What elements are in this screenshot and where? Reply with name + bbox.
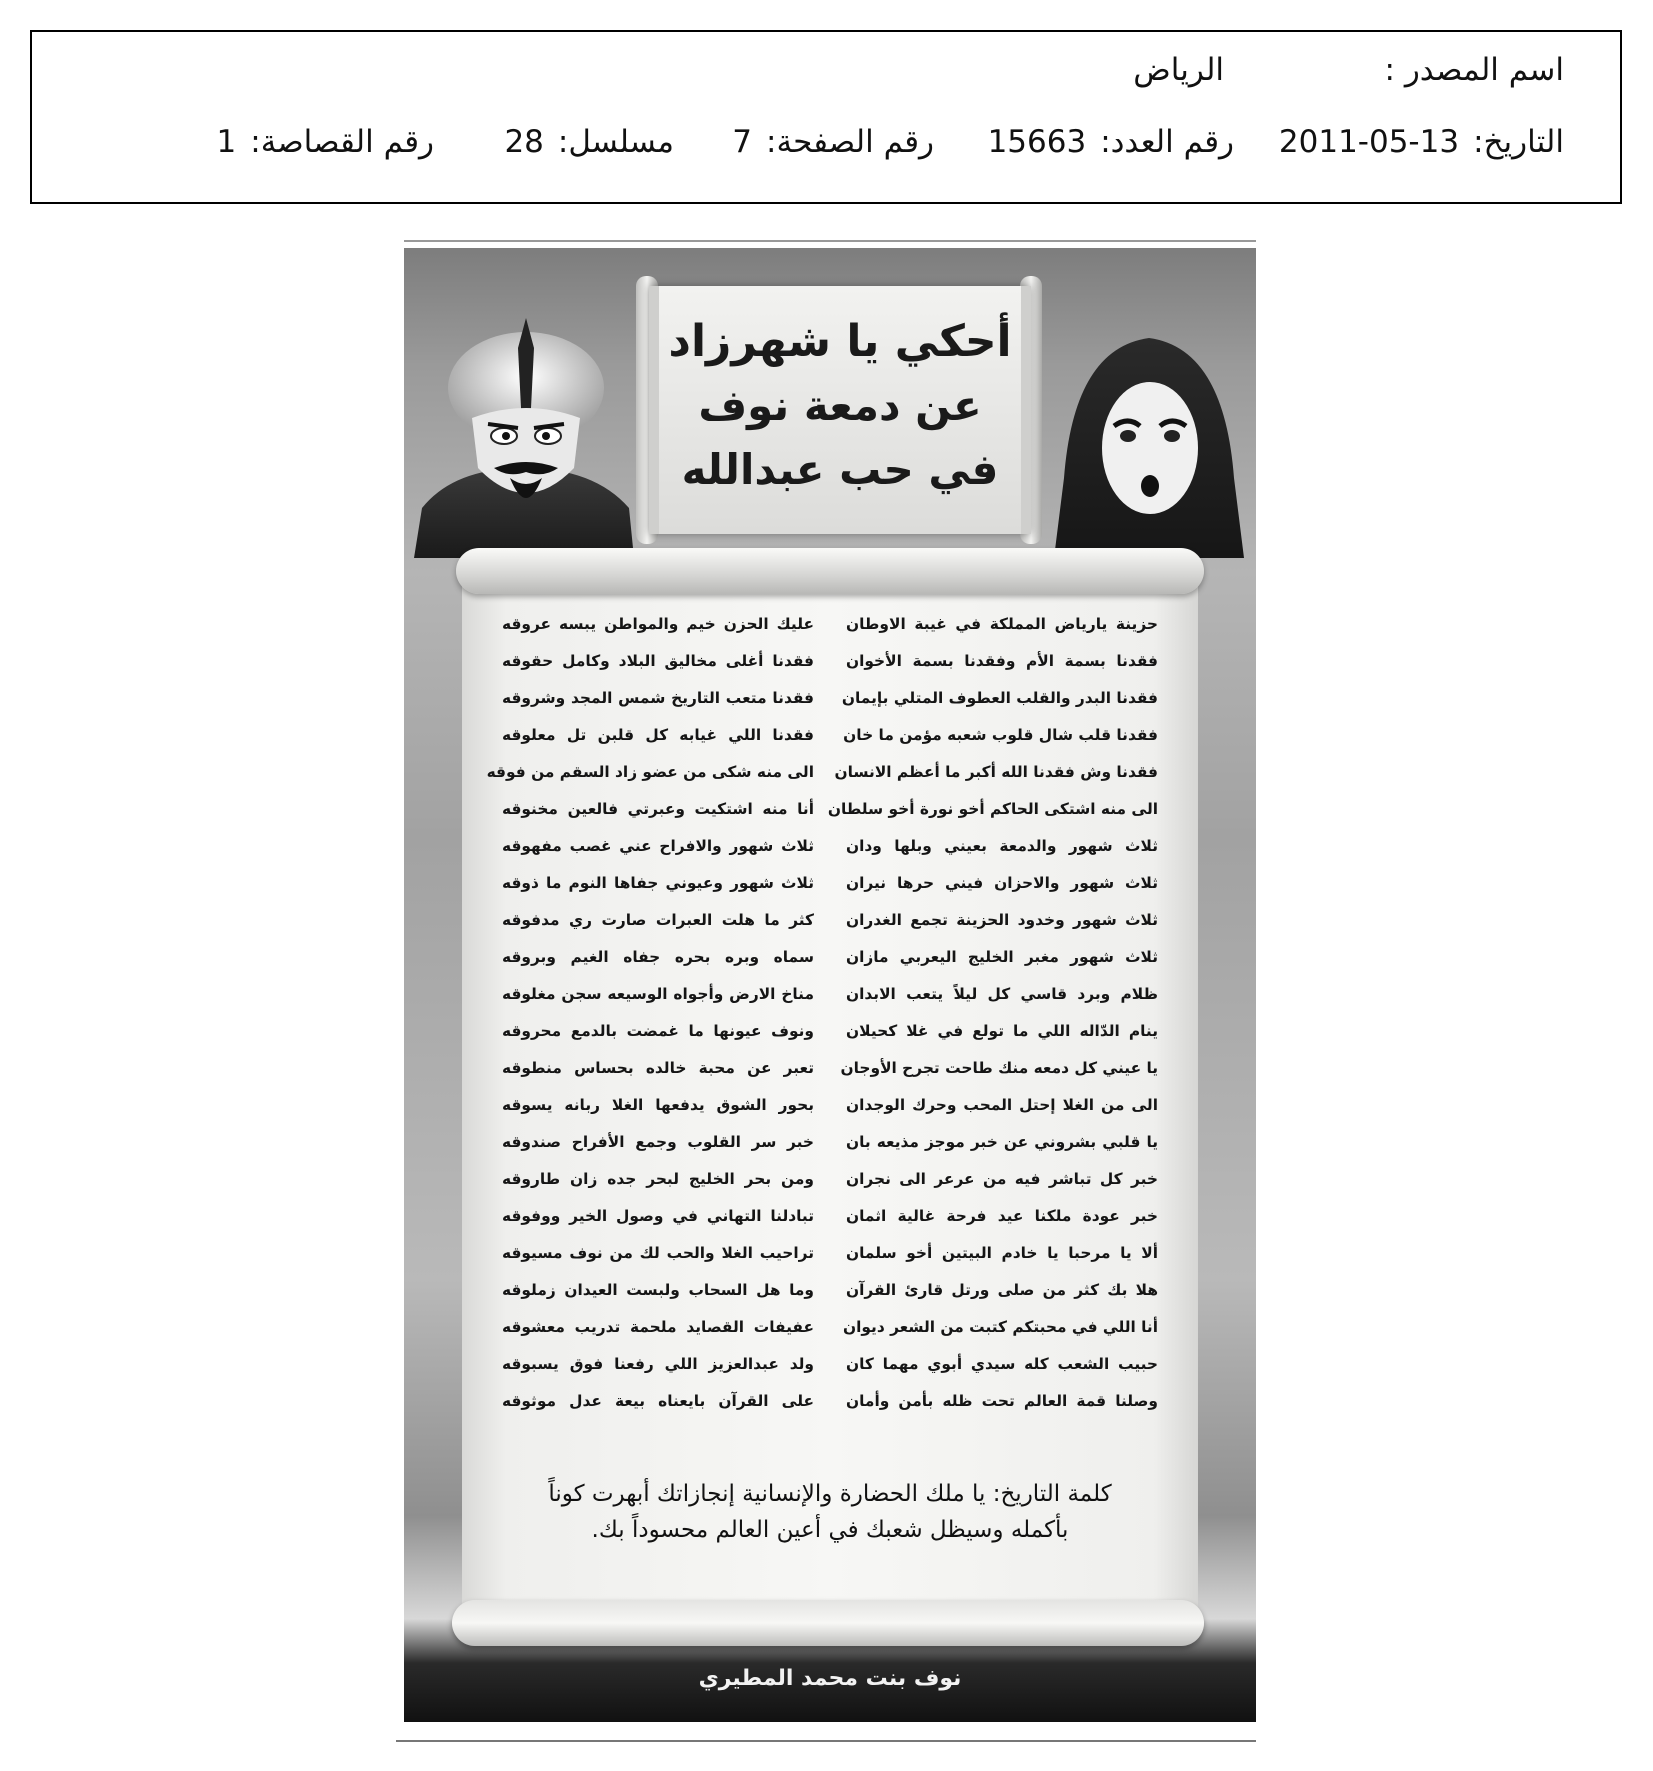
- issue-value: 15663: [987, 124, 1087, 160]
- poem-verse: ثلاث شهور والدمعة بعيني وبلها ودان: [846, 837, 1158, 855]
- date-label: التاريخ:: [1473, 124, 1564, 160]
- poem-verse: عفيفات القصايد ملحمة تدريب معشوقه: [502, 1318, 814, 1336]
- clipping-bottom-rule: [396, 1740, 1256, 1742]
- poem-verse: ثلاث شهور والافراح عني غصب مفهوقه: [502, 837, 814, 855]
- poem-verse: الى منه اشتكى الحاكم أخو نورة أخو سلطان: [827, 800, 1158, 818]
- serial-value: 28: [504, 124, 544, 160]
- sultan-caricature-icon: [414, 318, 634, 558]
- poem-verse: على القرآن بايعناه بيعة عدل موثوقه: [502, 1392, 814, 1410]
- metadata-row-source: [88, 52, 1564, 96]
- poem-scroll: [462, 582, 1198, 1612]
- poem-verse: تعبر عن محبة خالده بحساس منطوقه: [502, 1059, 814, 1077]
- closing-note-line-1: كلمة التاريخ: يا ملك الحضارة والإنسانية إنجازاتك أبهرت كوناً: [548, 1481, 1112, 1507]
- poem-verse: تبادلنا التهاني في وصول الخير ووفوقه: [502, 1207, 814, 1225]
- poem-verse: خبر كل تباشر فيه من عرعر الى نجران: [846, 1170, 1158, 1188]
- page-number-field: [732, 124, 934, 160]
- date-field: [1279, 124, 1564, 160]
- poem-verse: سماه وبره بحره جفاه الغيم وبروقه: [502, 948, 814, 966]
- headline: [659, 310, 1021, 502]
- serial-label: مسلسل:: [557, 124, 674, 160]
- poem-scroll-top-roll: [456, 548, 1204, 594]
- poem-verse: ثلاث شهور والاحزان فيني حرها نيران: [846, 874, 1158, 892]
- poem-verse: ومن بحر الخليج لبحر جده زان طاروقه: [502, 1170, 814, 1188]
- poem-verse: خبر عودة ملكنا عيد فرحة غالية اثمان: [846, 1207, 1158, 1225]
- poem-verse: ولد عبدالعزيز اللي رفعنا فوق يسبوقه: [502, 1355, 814, 1373]
- poem-first-hemistich-column: [827, 606, 1158, 1420]
- poem-verse: وصلنا قمة العالم تحت ظله بأمن وأمان: [846, 1392, 1158, 1410]
- poem-verse: أنا منه اشتكيت وعبرتي فالعين مخنوقه: [502, 800, 814, 818]
- poem-verse: عليك الحزن خيم والمواطن يبسه عروقه: [502, 615, 814, 633]
- source-label: اسم المصدر :: [1384, 52, 1564, 88]
- poem-verse: فقدنا بسمة الأم وفقدنا بسمة الأخوان: [846, 652, 1158, 670]
- poem-verse: يا قلبي بشروني عن خبر موجز مذيعه بان: [846, 1133, 1158, 1151]
- issue-label: رقم العدد:: [1100, 124, 1234, 160]
- newspaper-clipping: [404, 248, 1256, 1722]
- poem-verse: كثر ما هلت العبرات صارت ري مدفوقه: [502, 911, 814, 929]
- serial-field: [504, 124, 674, 160]
- headline-line-1: أحكي يا شهرزاد: [668, 316, 1012, 367]
- poem-verse: يا عيني كل دمعه منك طاحت تجرح الأوجان: [840, 1059, 1158, 1077]
- clip-number-field: [217, 124, 434, 160]
- poem-verse: ظلام وبرد قاسي كل ليلاً يتعب الابدان: [846, 985, 1158, 1003]
- poem-verse: تراحيب الغلا والحب لك من نوف مسيوقه: [502, 1244, 814, 1262]
- poem-verse: وما هل السحاب ولبست العيدان زملوقه: [502, 1281, 814, 1299]
- clip-number-label: رقم القصاصة:: [250, 124, 434, 160]
- poem-verse: ثلاث شهور وخدود الحزينة تجمع الغدران: [846, 911, 1158, 929]
- poem-verse: فقدنا أغلى مخاليق البلاد وكامل حقوقه: [502, 652, 814, 670]
- poem-verse: فقدنا البدر والقلب العطوف المتلي بإيمان: [841, 689, 1158, 707]
- poem-verse: ونوف عيونها ما غمضت بالدمع محروقه: [502, 1022, 814, 1040]
- poem-verse: ثلاث شهور مغبر الخليج اليعربي مازان: [846, 948, 1158, 966]
- poem-verse: حبيب الشعب كله سيدي أبوي مهما كان: [846, 1355, 1158, 1373]
- poem-verse: فقدنا متعب التاريخ شمس المجد وشروقه: [502, 689, 814, 707]
- metadata-row-details: [88, 124, 1564, 168]
- poem-verse: الى من الغلا إحتل المحب وحرك الوجدان: [846, 1096, 1158, 1114]
- poem-verse: فقدنا قلب شال قلوب شعبه مؤمن ما خان: [843, 726, 1158, 744]
- poem-verse: الى منه شكى من عضو زاد السقم من فوقه: [486, 763, 814, 781]
- shahrazad-caricature-icon: [1054, 308, 1244, 558]
- author-byline: نوف بنت محمد المطيري: [698, 1666, 962, 1691]
- poem-scroll-bottom-roll: [452, 1600, 1204, 1646]
- clip-number-value: 1: [216, 124, 237, 160]
- date-value: 2011-05-13: [1278, 124, 1460, 160]
- headline-line-2: عن دمعة نوف: [698, 381, 982, 430]
- poem-verse: خبر سر القلوب وجمع الأفراح صندوقه: [502, 1133, 814, 1151]
- poem-second-hemistich-column: [486, 606, 814, 1420]
- title-scroll: [649, 286, 1031, 534]
- poem-verse: فقدنا اللي غيابه كل قلبن تل معلوقه: [502, 726, 814, 744]
- poem-verse: فقدنا وش فقدنا الله أكبر ما أعظم الانسان: [834, 763, 1158, 781]
- poem-verse: هلا بك كثر من صلى ورتل قارئ القرآن: [846, 1281, 1158, 1299]
- source-value: الرياض: [1133, 52, 1224, 88]
- clipping-metadata-box: [30, 30, 1622, 204]
- clipping-top-rule: [404, 240, 1256, 242]
- page-number-value: 7: [732, 124, 753, 160]
- poem-verse: مناخ الارض وأجواه الوسيعه سجن مغلوقه: [502, 985, 814, 1003]
- closing-note: [404, 1476, 1256, 1548]
- poem: [486, 606, 1158, 1416]
- issue-field: [988, 124, 1234, 160]
- poem-verse: ينام الدّاله اللي ما تولع في غلا كحيلان: [846, 1022, 1158, 1040]
- headline-line-3: في حب عبدالله: [681, 445, 999, 494]
- poem-verse: ثلاث شهور وعيوني جفاها النوم ما ذوقه: [502, 874, 814, 892]
- poem-verse: ألا يا مرحبا يا خادم البيتين أخو سلمان: [846, 1244, 1158, 1262]
- closing-note-line-2: بأكمله وسيظل شعبك في أعين العالم محسوداً بك.: [591, 1517, 1069, 1543]
- poem-verse: بحور الشوق يدفعها الغلا ربانه يسوقه: [502, 1096, 814, 1114]
- page-number-label: رقم الصفحة:: [766, 124, 934, 160]
- poem-verse: أنا اللي في محبتكم كتبت من الشعر ديوان: [842, 1318, 1158, 1336]
- poem-verse: حزينة يارياض المملكة في غيبة الاوطان: [846, 615, 1158, 633]
